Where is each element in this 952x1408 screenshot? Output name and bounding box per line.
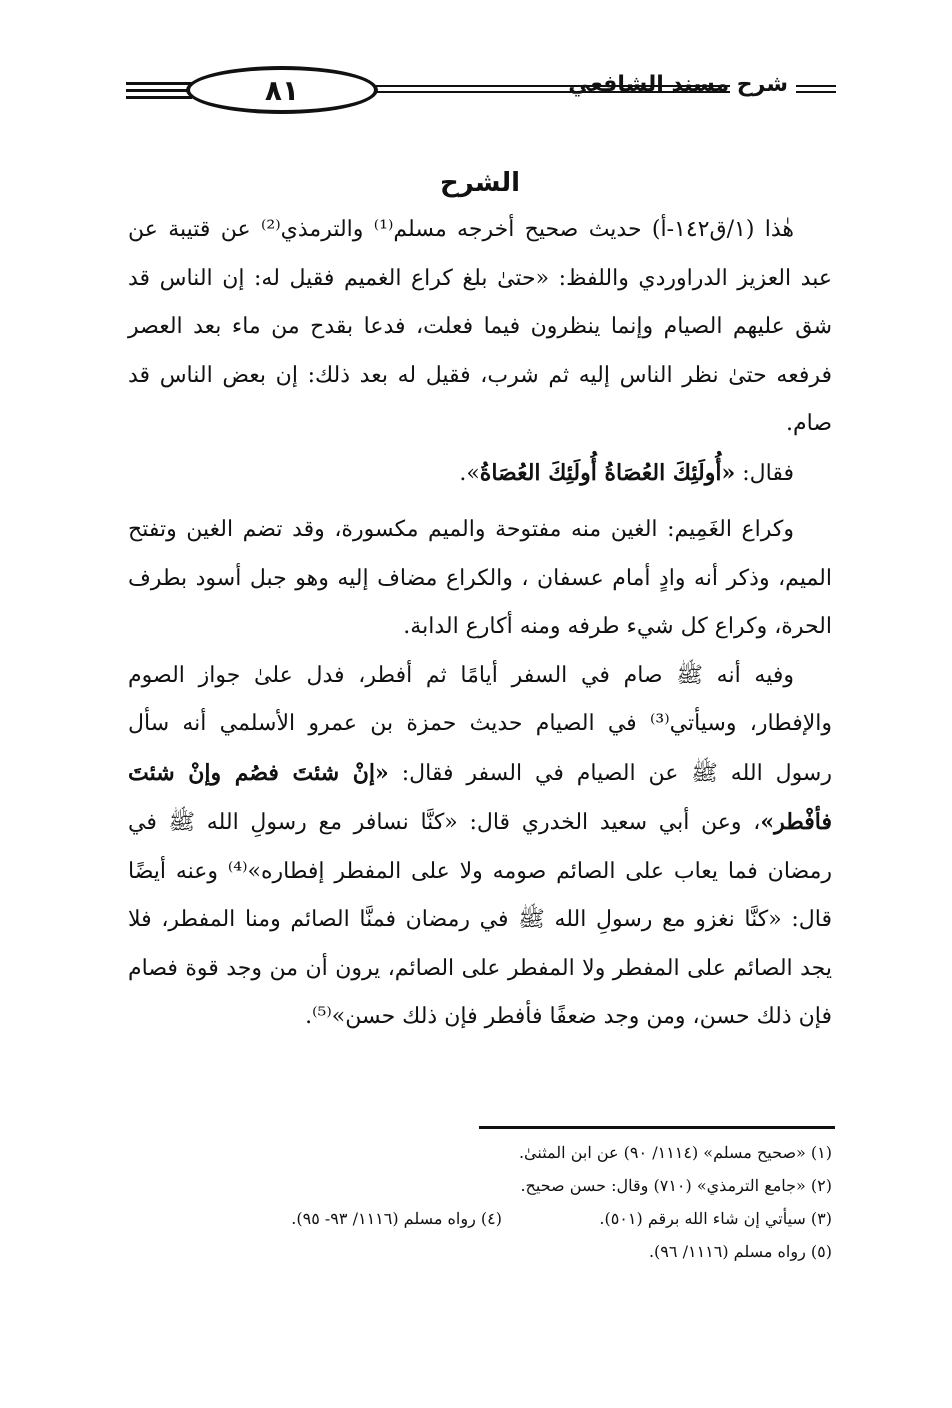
page-number-badge [186,66,378,114]
page-header [126,66,836,116]
quote-suffix: ». [459,460,480,486]
paragraph-2: وكراع الغَمِيم: الغين منه مفتوحة والميم مكسورة، وقد تضم الغين وتفتح الميم، وذكر أنه وادٍ أمام عسفان ، والكراع مضاف إليه وهو جبل أسود بطرف الحرة، وكراع كل شيء طرفه ومنه أكارع الدابة. [128,517,832,639]
footnote-rule [479,1126,835,1129]
footnote-4: (٤) رواه مسلم (١١١٦/ ٩٣- ٩٥). [291,1209,502,1228]
quote-bold: «أُولَئِكَ العُصَاةُ أُولَئِكَ العُصَاةُ [479,459,736,486]
header-rule-left [126,80,192,100]
section-title: الشرح [439,168,521,198]
footnote-row-3-4 [128,1202,832,1235]
paragraph-3-body: صام في السفر أيامًا ثم أفطر، فدل علىٰ جواز الصوم والإفطار، وسيأتي⁽³⁾ في الصيام حديث حمزة بن عمرو الأسلمي أنه سأل رسول الله ﷺ عن الصيام في السفر فقال: [128,662,832,786]
paragraph-1: هٰذا (١/ق١٤٢-أ) حديث صحيح أخرجه مسلم⁽¹⁾ والترمذي⁽²⁾ عن قتيبة عن عبد العزيز الدراوردي واللفظ: «حتىٰ بلغ كراع الغميم فقيل له: إن الناس قد شق عليهم الصيام وإنما ينظرون فيما فعلت، فدعا بقدح من ماء بعد العصر فرفعه حتىٰ نظر الناس إليه ثم شرب، فقيل له بعد ذلك: إن بعض الناس قد صام. [128,217,832,436]
footnote-5: (٥) رواه مسلم (١١١٦/ ٩٦). [648,1242,832,1261]
paragraph-3 [128,652,832,1042]
quote-prefix: فقال: [735,460,794,486]
footnote-2: (٢) «جامع الترمذي» (٧١٠) وقال: حسن صحيح. [520,1176,832,1195]
footnote-1: (١) «صحيح مسلم» (١١١٤/ ٩٠) عن ابن المثنىٰ. [518,1143,832,1162]
footnote-3: (٣) سيأتي إن شاء الله برقم (٥٠١). [599,1209,832,1228]
paragraph-3-tail: ، وعن أبي سعيد الخدري قال: «كنَّا نسافر مع رسولِ الله ﷺ في رمضان فما يعاب على الصائم صومه ولا على المفطر إفطاره»⁽⁴⁾ وعنه أيضًا قال: «كنَّا نغزو مع رسولِ الله ﷺ في رمضان فمنَّا الصائم ومنا المفطر، فلا يجد الصائم على المفطر ولا المفطر على الصائم، يرون أن من وجد قوة فصام فإن ذلك حسن، ومن وجد ضعفًا فأفطر فإن ذلك حسن»⁽⁵⁾. [128,810,833,1029]
main-text [128,160,832,1042]
footnotes [128,1136,832,1268]
page-number: ٨١ [264,73,300,107]
hadith-bold: «إنْ شئتَ فصُم وإنْ شئتَ فأفْطر» [128,759,832,835]
running-title: شرح مسند الشافعي [568,72,788,97]
quote-line [128,449,832,499]
header-rule-right [796,80,836,100]
paragraph-3-prefix: وفيه أنه ﷺ [676,662,794,688]
